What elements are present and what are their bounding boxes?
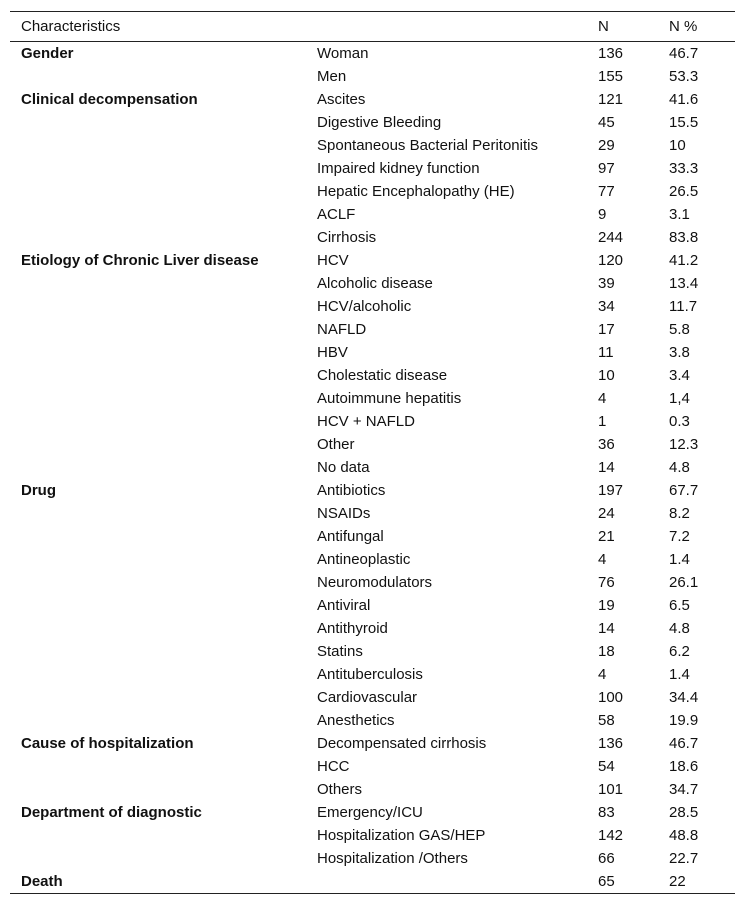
row-n: 24 [598,505,615,522]
row-percent: 3.8 [669,344,690,361]
row-percent: 41.6 [669,91,699,108]
row-category [10,617,306,640]
row-item: Decompensated cirrhosis [317,735,487,752]
table-header-row [10,12,735,42]
row-n: 54 [598,758,615,775]
row-percent: 0.3 [669,413,690,430]
row-category [10,157,306,180]
row-n: 83 [598,804,615,821]
row-percent: 1.4 [669,666,690,683]
row-n: 17 [598,321,615,338]
row-n: 39 [598,275,615,292]
table-row [10,157,735,180]
row-category [10,387,306,410]
table-row [10,226,735,249]
row-item: HCC [317,758,350,775]
row-percent: 10 [669,137,686,154]
row-percent: 41.2 [669,252,699,269]
row-category [10,456,306,479]
row-n: 45 [598,114,615,131]
row-category [10,686,306,709]
row-category [10,364,306,387]
row-item: Hepatic Encephalopathy (HE) [317,183,515,200]
row-percent: 6.5 [669,597,690,614]
row-category [10,203,306,226]
table-row [10,617,735,640]
row-n: 97 [598,160,615,177]
row-category [10,755,306,778]
table-row [10,870,735,894]
table-row [10,433,735,456]
row-n: 58 [598,712,615,729]
row-percent: 22 [658,870,735,894]
row-percent: 5.8 [669,321,690,338]
row-item: Ascites [317,91,366,108]
table-row [10,502,735,525]
row-percent: 13.4 [669,275,699,292]
row-category: Etiology of Chronic Liver disease [21,252,259,269]
row-n: 101 [598,781,624,798]
row-n: 19 [598,597,615,614]
row-percent: 3.4 [669,367,690,384]
table-row [10,249,735,272]
row-category [10,111,306,134]
row-item: NSAIDs [317,505,371,522]
table-row [10,709,735,732]
table-row [10,456,735,479]
row-item: HBV [317,344,348,361]
row-percent: 1,4 [669,390,690,407]
row-n: 1 [598,413,607,430]
row-category [10,709,306,732]
row-item: Alcoholic disease [317,275,433,292]
table-row [10,318,735,341]
row-n: 4 [598,390,607,407]
table-row [10,801,735,824]
table-row [10,341,735,364]
row-percent: 48.8 [669,827,699,844]
row-category [10,318,306,341]
row-category [10,778,306,801]
row-n: 10 [598,367,615,384]
row-item: Antituberculosis [317,666,423,683]
row-item: Spontaneous Bacterial Peritonitis [317,137,538,154]
table-row [10,640,735,663]
row-item: Neuromodulators [317,574,433,591]
table-row [10,663,735,686]
row-category [10,502,306,525]
row-n: 142 [598,827,624,844]
row-item: Antibiotics [317,482,386,499]
row-percent: 83.8 [669,229,699,246]
row-item: Antithyroid [317,620,388,637]
row-percent: 28.5 [669,804,699,821]
row-item: Autoimmune hepatitis [317,390,462,407]
row-category [10,847,306,870]
table-row [10,732,735,755]
row-category [10,295,306,318]
table-row [10,88,735,111]
row-n: 21 [598,528,615,545]
row-category [10,410,306,433]
row-category [10,226,306,249]
row-percent: 6.2 [669,643,690,660]
row-n: 136 [598,735,624,752]
table-row [10,410,735,433]
row-category [10,640,306,663]
table-row [10,387,735,410]
table-row [10,180,735,203]
row-n: 18 [598,643,615,660]
row-item: Digestive Bleeding [317,114,442,131]
characteristics-table-container [10,11,735,894]
row-n: 4 [598,666,607,683]
row-item: Antiviral [317,597,371,614]
row-category [10,824,306,847]
table-row [10,42,735,66]
row-category [10,594,306,617]
row-n: 34 [598,298,615,315]
table-row [10,479,735,502]
row-percent: 34.4 [669,689,699,706]
row-item: Other [317,436,355,453]
row-n: 29 [598,137,615,154]
header-n: N [587,12,658,42]
row-category: Cause of hospitalization [21,735,194,752]
row-percent: 53.3 [669,68,699,85]
header-characteristics: Characteristics [10,12,306,42]
row-n: 36 [598,436,615,453]
row-category [10,525,306,548]
row-category [10,134,306,157]
row-n: 197 [598,482,624,499]
row-item: Cirrhosis [317,229,377,246]
table-row [10,847,735,870]
row-item: Hospitalization GAS/HEP [317,827,486,844]
row-n: 9 [598,206,607,223]
row-category [10,433,306,456]
row-category [10,341,306,364]
row-n: 155 [598,68,624,85]
row-percent: 19.9 [669,712,699,729]
row-item: ACLF [317,206,356,223]
characteristics-table [10,11,735,894]
row-category [10,180,306,203]
row-n: 136 [598,45,624,62]
row-percent: 12.3 [669,436,699,453]
row-n: 76 [598,574,615,591]
row-percent: 26.1 [669,574,699,591]
table-row [10,203,735,226]
row-item: Anesthetics [317,712,395,729]
row-n: 11 [598,344,614,361]
row-n: 120 [598,252,624,269]
header-subcategory [306,12,587,42]
table-row [10,272,735,295]
row-item: HCV/alcoholic [317,298,412,315]
row-percent: 8.2 [669,505,690,522]
row-percent: 46.7 [669,735,699,752]
row-n: 100 [598,689,624,706]
row-percent: 15.5 [669,114,699,131]
row-n: 4 [598,551,607,568]
row-category [10,272,306,295]
row-percent: 34.7 [669,781,699,798]
row-category: Death [10,870,306,894]
row-category: Clinical decompensation [21,91,198,108]
row-item: HCV + NAFLD [317,413,415,430]
row-n: 65 [587,870,658,894]
row-percent: 18.6 [669,758,699,775]
row-item: Woman [317,45,369,62]
row-item: Antifungal [317,528,384,545]
row-category: Department of diagnostic [21,804,202,821]
row-item: Statins [317,643,363,660]
row-percent: 1.4 [669,551,690,568]
row-item: Others [317,781,363,798]
row-category [10,571,306,594]
row-n: 244 [598,229,624,246]
table-row [10,364,735,387]
table-row [10,548,735,571]
table-row [10,525,735,548]
row-category [10,548,306,571]
table-row [10,686,735,709]
row-percent: 26.5 [669,183,699,200]
row-n: 66 [598,850,615,867]
row-n: 14 [598,459,615,476]
row-n: 14 [598,620,615,637]
row-percent: 3.1 [669,206,690,223]
row-percent: 4.8 [669,620,690,637]
row-percent: 22.7 [669,850,699,867]
row-item: Antineoplastic [317,551,411,568]
row-n: 77 [598,183,615,200]
row-category [10,663,306,686]
table-row [10,824,735,847]
table-row [10,571,735,594]
table-row [10,134,735,157]
row-percent: 7.2 [669,528,690,545]
table-row [10,755,735,778]
row-item: Impaired kidney function [317,160,480,177]
row-percent: 67.7 [669,482,699,499]
row-item: HCV [317,252,349,269]
table-row [10,111,735,134]
table-row [10,295,735,318]
row-item: No data [317,459,370,476]
row-percent: 4.8 [669,459,690,476]
row-percent: 46.7 [669,45,699,62]
row-item: NAFLD [317,321,367,338]
table-row [10,778,735,801]
row-item [306,870,587,894]
row-item: Emergency/ICU [317,804,423,821]
row-item: Cholestatic disease [317,367,448,384]
row-percent: 11.7 [669,298,698,315]
row-category: Gender [21,45,74,62]
table-row [10,65,735,88]
row-item: Men [317,68,347,85]
table-row [10,594,735,617]
row-item: Hospitalization /Others [317,850,468,867]
row-percent: 33.3 [669,160,699,177]
row-category: Drug [21,482,56,499]
row-item: Cardiovascular [317,689,418,706]
row-category [10,65,306,88]
row-n: 121 [598,91,624,108]
header-n-percent: N % [658,12,735,42]
table-body [10,42,735,894]
